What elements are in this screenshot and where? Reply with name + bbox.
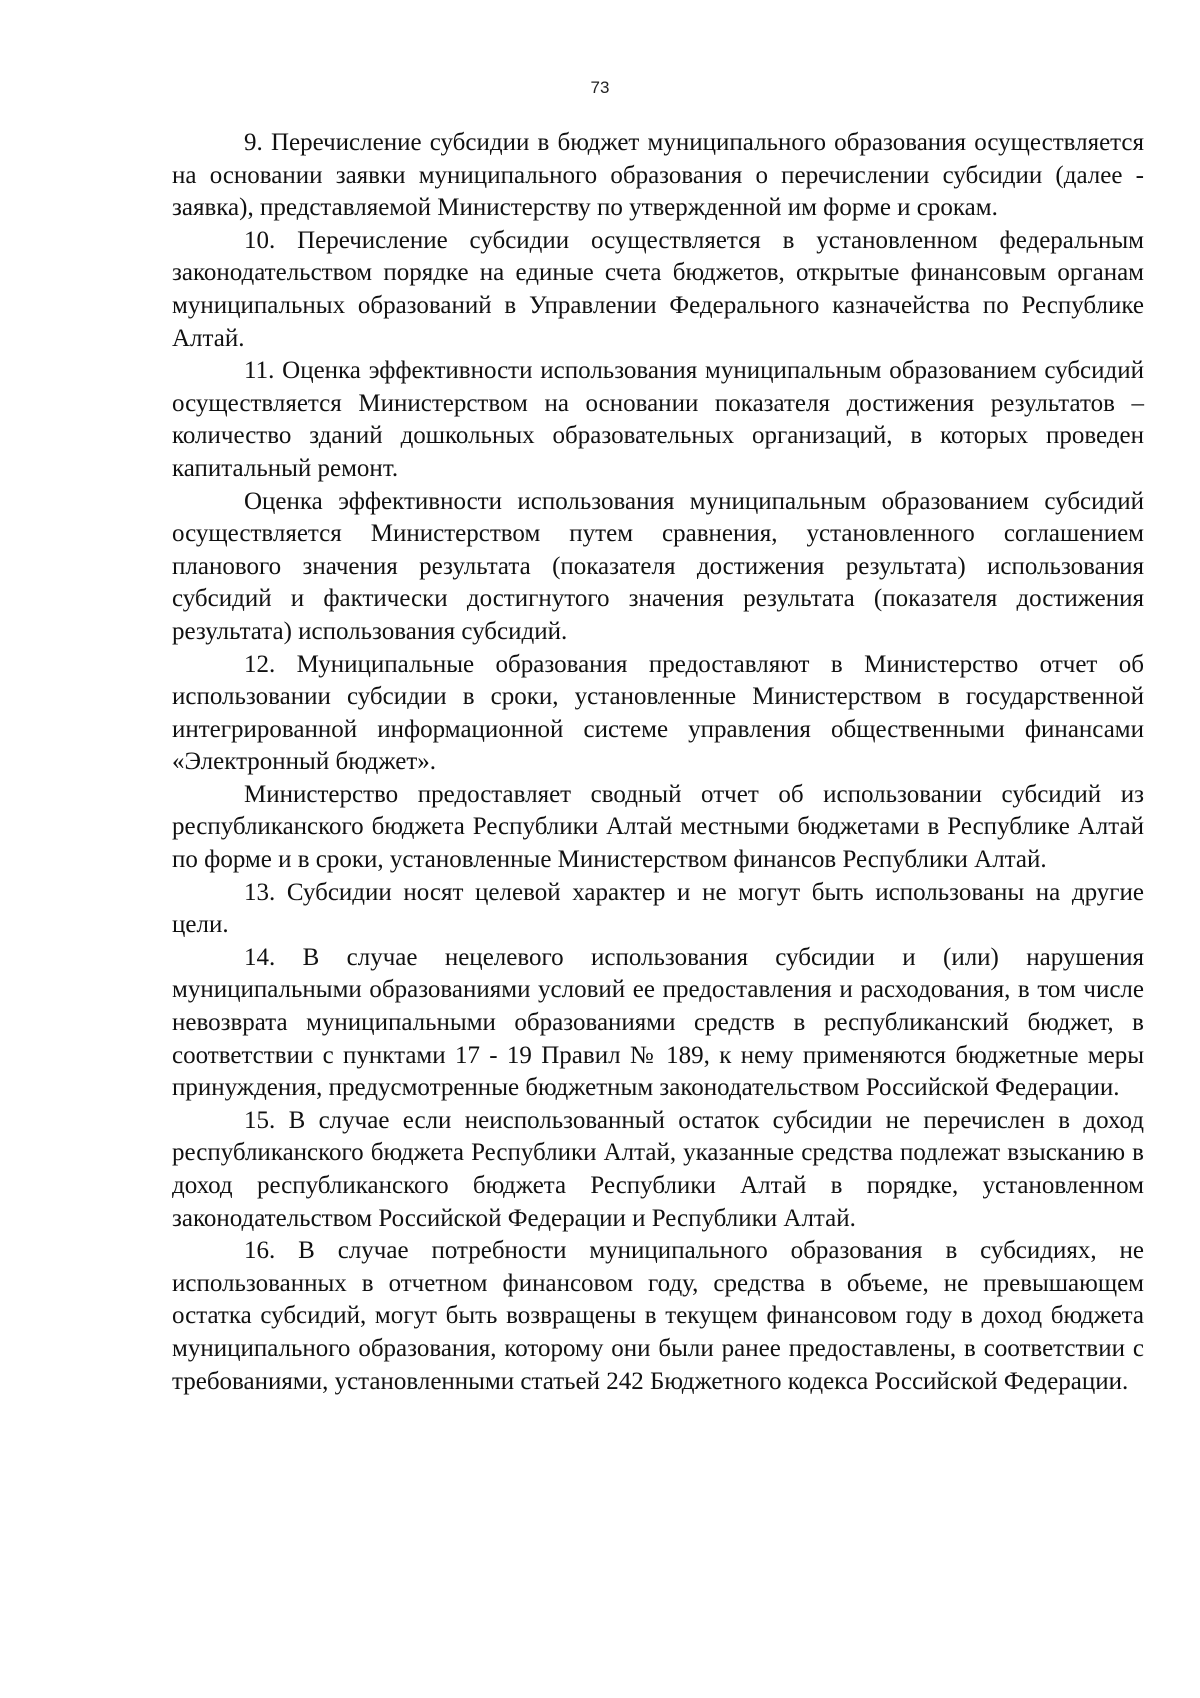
paragraph-14: 14. В случае нецелевого использования субсидии и (или) нарушения муниципальными образованиями условий ее предоставления и расходования, в том числе невозврата муниципальными образованиями средств в республиканский бюджет, в соответствии с пунктами 17 - 19 Правил № 189, к нему применяются бюджетные меры принуждения, предусмотренные бюджетным законодательством Российской Федерации.	[172, 943, 1144, 1102]
paragraph-11: 11. Оценка эффективности использования муниципальным образованием субсидий осуществляется Министерством на основании показателя достижения результатов – количество зданий дошкольных образовательных организаций, в которых проведен капитальный ремонт.	[172, 357, 1144, 482]
paragraph-9: 9. Перечисление субсидии в бюджет муниципального образования осуществляется на основании заявки муниципального образования о перечислении субсидии (далее - заявка), представляемой Министерству по утвержденной им форме и срокам.	[172, 129, 1144, 222]
paragraph-13: 13. Субсидии носят целевой характер и не могут быть использованы на другие цели.	[172, 878, 1144, 939]
paragraph-16: 16. В случае потребности муниципального образования в субсидиях, не использованных в отчетном финансовом году, средства в объеме, не превышающем остатка субсидий, могут быть возвращены в текущем финансовом году в доход бюджета муниципального образования, которому они были ранее предоставлены, в соответствии с требованиями, установленными статьей 242 Бюджетного кодекса Российской Федерации.	[172, 1237, 1144, 1395]
paragraph-15: 15. В случае если неиспользованный остаток субсидии не перечислен в доход республиканского бюджета Республики Алтай, указанные средства подлежат взысканию в доход республиканского бюджета Республики Алтай в порядке, установленном законодательством Российской Федерации и Республики Алтай.	[172, 1106, 1144, 1232]
page-number: 73	[590, 78, 610, 97]
paragraph-12: 12. Муниципальные образования предоставляют в Министерство отчет об использовании субсидии в сроки, установленные Министерством в государственной интегрированной информационной системе управления общественными финансами «Электронный бюджет».	[172, 650, 1144, 776]
paragraph-12-summary-report: Министерство предоставляет сводный отчет об использовании субсидий из республиканского бюджета Республики Алтай местными бюджетами в Республике Алтай по форме и в сроки, установленные Министерством финансов Республики Алтай.	[172, 780, 1144, 874]
paragraph-11-evaluation: Оценка эффективности использования муниципальным образованием субсидий осуществляется Министерством путем сравнения, установленного соглашением планового значения результата (показателя достижения результата) использования субсидий и фактически достигнутого значения результата (показателя достижения результата) использования субсидий.	[172, 487, 1144, 645]
document-body	[172, 127, 1144, 1398]
paragraph-10: 10. Перечисление субсидии осуществляется в установленном федеральным законодательством порядке на единые счета бюджетов, открытые финансовым органам муниципальных образований в Управлении Федерального казначейства по Республике Алтай.	[172, 226, 1144, 352]
